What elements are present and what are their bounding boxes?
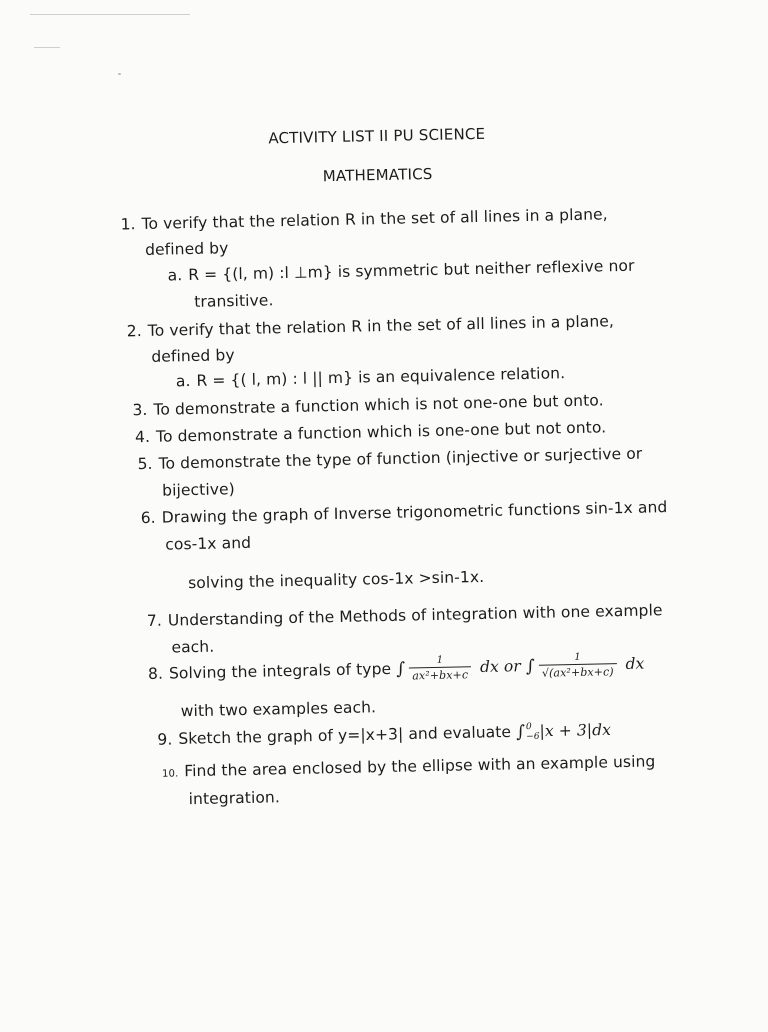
item-text: Drawing the graph of Inverse trigonometric functions sin-1x and	[161, 498, 668, 527]
item-number: 6.	[140, 508, 156, 528]
dx-text: dx	[625, 654, 645, 673]
item-number: 7.	[146, 611, 163, 630]
list-item-5	[137, 445, 642, 474]
sub-item-1a-continuation: transitive.	[194, 291, 274, 311]
list-item-5-continuation: bijective)	[161, 480, 236, 500]
item-text: To demonstrate a function which is one-one but not onto.	[155, 418, 607, 446]
item-number: 2.	[126, 322, 143, 341]
integral-sign: ∫	[396, 659, 406, 680]
item-text: Solving the integrals of type	[168, 659, 392, 683]
item-text: Sketch the graph of y=|x+3| and evaluate	[178, 722, 512, 748]
integral-sign: ∫	[525, 656, 536, 677]
list-item-3	[132, 391, 604, 419]
list-item-2-continuation: defined by	[151, 346, 235, 366]
item-text: Find the area enclosed by the ellipse with an example using	[184, 752, 656, 781]
item-text: To demonstrate a function which is not one-one but onto.	[153, 391, 604, 419]
integrand: |x + 3|dx	[539, 720, 612, 741]
integral-sign: ∫	[515, 722, 526, 743]
page-title: ACTIVITY LIST II PU SCIENCE	[268, 124, 486, 148]
item-text: To verify that the relation R in the set of all lines in a plane,	[141, 205, 608, 234]
list-item-9	[157, 720, 611, 749]
item-text: To verify that the relation R in the set of all lines in a plane,	[147, 312, 615, 340]
fraction-denominator: ax²+bx+c	[409, 666, 471, 682]
fraction-1	[409, 654, 471, 682]
dx-or-text: dx or	[479, 657, 522, 677]
page-subtitle: MATHEMATICS	[322, 164, 433, 186]
list-item-4	[135, 418, 607, 446]
list-item-7	[147, 601, 663, 630]
sub-item-text: R = {(l, m) :l ⊥m} is symmetric but neither reflexive nor	[188, 256, 635, 285]
item-text: Understanding of the Methods of integration with one example	[167, 601, 663, 630]
list-item-10	[162, 752, 656, 780]
sub-item-label: a.	[175, 372, 191, 391]
sub-item-2a	[176, 364, 566, 390]
item-number: 1.	[120, 215, 136, 234]
lower-limit: −6	[526, 731, 540, 743]
fraction-numerator: 1	[436, 654, 444, 666]
integral-limits	[526, 722, 540, 742]
fraction-numerator: 1	[574, 651, 581, 664]
list-item-1	[120, 205, 607, 233]
list-item-8-continuation: with two examples each.	[180, 698, 377, 721]
item-number: 8.	[147, 664, 164, 683]
fraction-denominator: √(ax²+bx+c)	[539, 663, 617, 680]
list-item-6	[141, 498, 668, 527]
item-number: 5.	[137, 454, 153, 474]
item-number: 9.	[157, 729, 173, 749]
sub-item-1a	[167, 257, 634, 285]
item-text: To demonstrate the type of function (injective or surjective or	[158, 444, 643, 473]
list-item-2	[127, 312, 614, 340]
item-number: 3.	[132, 400, 148, 420]
upper-limit: 0	[525, 721, 532, 733]
list-item-6-continuation-2: solving the inequality cos-1x >sin-1x.	[187, 567, 485, 593]
list-item-7-continuation: each.	[171, 637, 215, 657]
sub-item-label: a.	[167, 266, 183, 285]
list-item-10-continuation: integration.	[188, 788, 281, 809]
sub-item-text: R = {( l, m) : l || m} is an equivalence relation.	[196, 364, 566, 390]
fraction-2	[539, 651, 617, 680]
list-item-6-continuation: cos-1x and	[165, 533, 252, 554]
item-number: 4.	[134, 427, 151, 447]
item-number: 10.	[161, 768, 179, 780]
list-item-1-continuation: defined by	[144, 239, 229, 259]
list-item-8	[148, 651, 645, 688]
